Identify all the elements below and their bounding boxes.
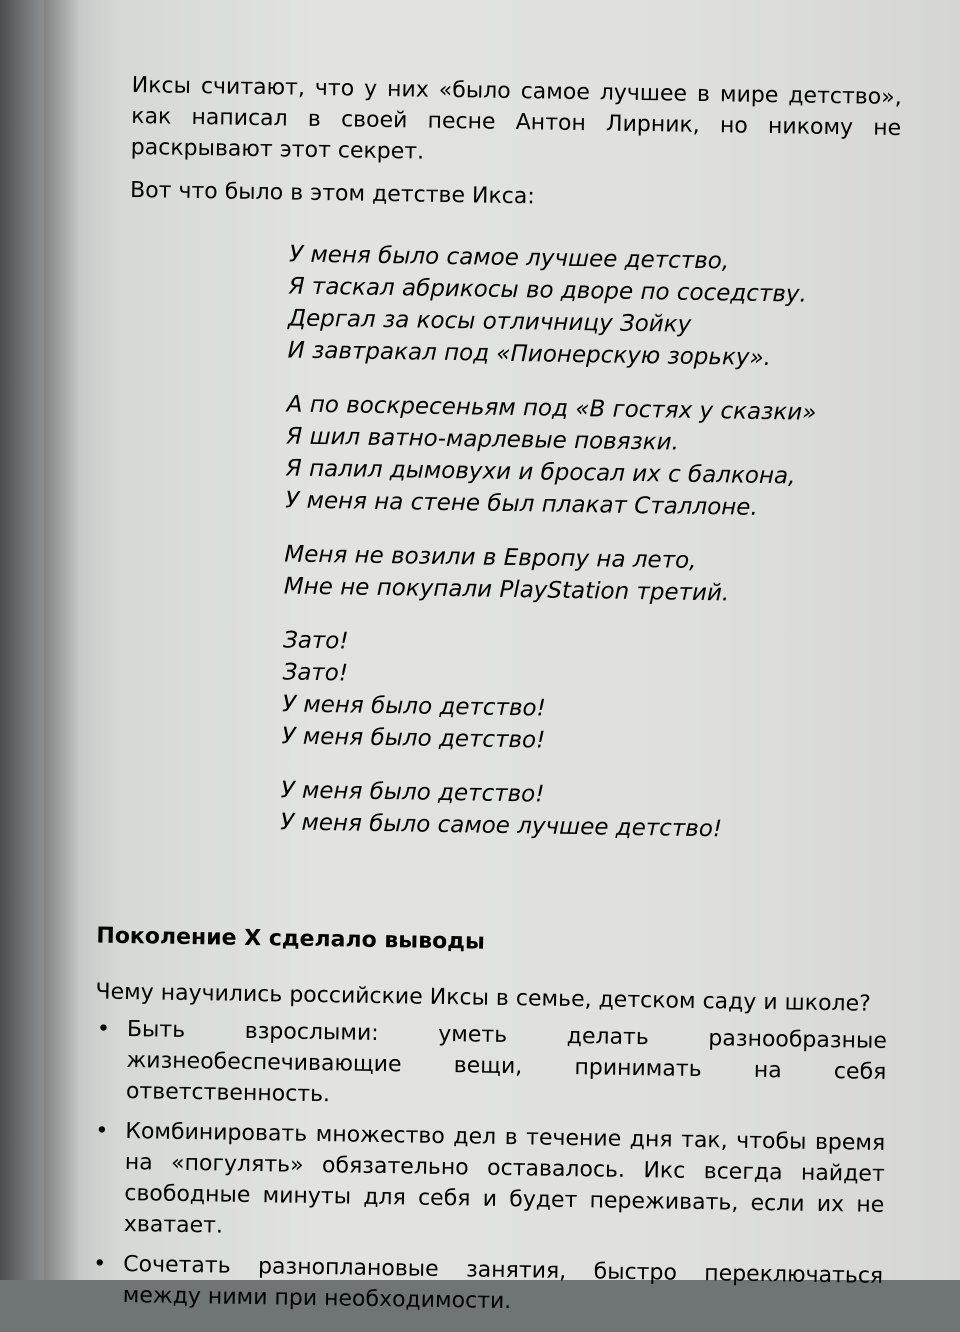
poem-line: Дергал за косы отличницу Зойку xyxy=(287,305,692,338)
poem xyxy=(280,238,899,848)
section-lead: Чему научились российские Иксы в семье, детском саду и школе? xyxy=(95,979,871,1017)
poem-line: Я шил ватно-марлевые повязки. xyxy=(286,423,680,456)
poem-line: Зато! xyxy=(282,627,349,655)
poem-line: У меня было детство! xyxy=(280,777,545,808)
poem-line: Я таскал абрикосы во дворе по соседству. xyxy=(288,273,807,308)
bullet-icon: • xyxy=(93,1251,107,1277)
poem-stanza-3 xyxy=(284,538,895,612)
list-item xyxy=(94,1014,887,1119)
bullet-icon: • xyxy=(95,1118,109,1144)
poem-stanza-4 xyxy=(281,624,893,762)
page-gutter-shadow xyxy=(44,0,80,1280)
poem-line: Я палил дымовухи и бросал их с балкона, xyxy=(285,455,796,490)
poem-line: У меня было детство! xyxy=(281,723,546,754)
page-content xyxy=(93,70,902,1332)
poem-line: Мне не покупали PlayStation третий. xyxy=(283,573,730,607)
poem-stanza-1 xyxy=(287,238,899,376)
poem-line: У меня было самое лучшее детство! xyxy=(279,809,723,843)
poem-line: И завтракал под «Пионерскую зорьку». xyxy=(287,337,772,372)
poem-stanza-2 xyxy=(285,388,897,526)
bullet-icon: • xyxy=(96,1016,111,1042)
poem-line: А по воскресеньям под «В гостях у сказки» xyxy=(286,391,817,426)
intro-paragraph: Иксы считают, что у них «было самое лучшее в мире детство», как написал в своей песне Антон Лирник, но никому не раскрывают этот секрет. xyxy=(130,72,902,165)
list-item-text: Быть взрослыми: уметь делать разнообразные жизнеобеспечивающие вещи, принимать на себя ответственность. xyxy=(125,1017,888,1108)
poem-line: У меня было детство! xyxy=(281,691,547,722)
poem-line: У меня на стене был плакат Сталлоне. xyxy=(285,487,758,521)
list-item xyxy=(91,1249,884,1323)
poem-stanza-5 xyxy=(280,774,891,848)
poem-line: Зато! xyxy=(282,659,349,687)
poem-line: У меня было самое лучшее детство, xyxy=(288,241,730,275)
list-item xyxy=(92,1116,886,1252)
poem-line: Меня не возили в Европу на лето, xyxy=(284,541,697,574)
bullet-list xyxy=(91,1014,888,1323)
section-heading: Поколение X сделало выводы xyxy=(96,923,486,955)
list-item-text: Сочетать разноплановые занятия, быстро переключаться между ними при необходимости. xyxy=(122,1252,884,1315)
list-item-text: Комбинировать множество дел в течение дня так, чтобы время на «погулять» обязательно оставалось. Икс всегда найдет свободные минуты для себя и будет переживать, если их не хватает. xyxy=(123,1119,886,1239)
poem-intro-line: Вот что было в этом детстве Икса: xyxy=(129,177,535,210)
